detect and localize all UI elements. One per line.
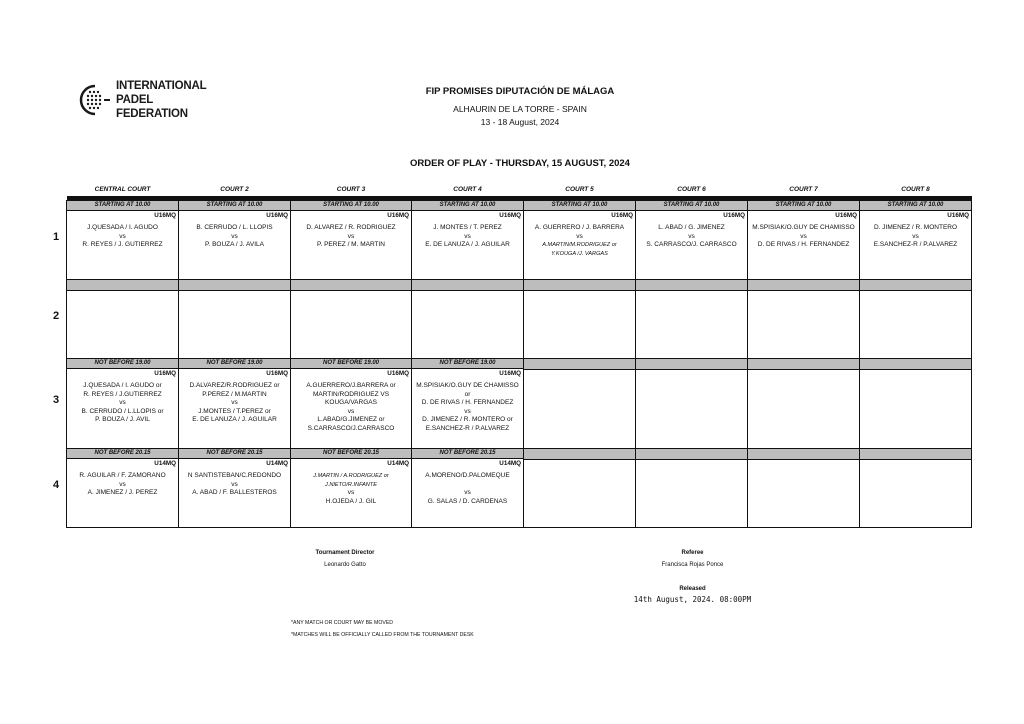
match-lines: [860, 460, 971, 463]
start-time-band: NOT BEFORE 20.15: [67, 449, 178, 459]
match-lines: [860, 291, 971, 294]
match-lines: [636, 291, 747, 294]
match-cell: [291, 280, 412, 359]
match-lines: [412, 469, 523, 506]
match-lines: [524, 221, 635, 258]
round-row: [67, 449, 972, 528]
match-cell: [291, 201, 412, 280]
start-time-band: STARTING AT 10.00: [636, 201, 747, 211]
tournament-title: FIP PROMISES DIPUTACIÓN DE MÁLAGA: [425, 86, 615, 97]
team-line: vs: [347, 407, 355, 415]
category-label: U14MQ: [387, 460, 409, 467]
director-block: [290, 550, 400, 568]
match-cell: [748, 359, 860, 449]
category-label: U16MQ: [266, 212, 288, 219]
match-cell: [524, 201, 636, 280]
start-time-band: NOT BEFORE 19.00: [67, 359, 178, 369]
team-line: D. JIMENEZ / R. MONTERO: [873, 224, 958, 231]
team-line: MARTIN/RODRIGUEZ VS KOUGA/VARGAS: [312, 390, 390, 407]
match-lines: [748, 460, 859, 463]
team-line: D.ALVAREZ/R.RODRIGUEZ or: [189, 382, 280, 389]
match-lines: [67, 221, 178, 250]
team-line: vs: [912, 232, 919, 240]
match-cell: [524, 359, 636, 449]
court-header: COURT 8: [901, 186, 930, 193]
start-time-band: [524, 359, 635, 370]
match-lines: [748, 291, 859, 294]
start-time-band: NOT BEFORE 20.15: [179, 449, 290, 459]
match-lines: [179, 291, 290, 294]
team-line: vs: [119, 480, 126, 488]
team-line: L. ABAD / G. JIMENEZ: [658, 224, 725, 231]
start-time-band: NOT BEFORE 19.00: [412, 359, 523, 369]
match-lines: [636, 221, 747, 250]
match-cell: [412, 359, 524, 449]
team-line: R. REYES / J.GUTIERREZ: [83, 390, 162, 398]
match-lines: [179, 221, 290, 250]
match-cell: [860, 201, 972, 280]
match-lines: [179, 469, 290, 498]
released-label: Released: [679, 586, 706, 592]
match-cell: [67, 201, 179, 280]
logo-line: INTERNATIONAL: [116, 80, 207, 92]
team-line: R. REYES / J. GUTIERREZ: [82, 241, 163, 249]
team-line: J.QUESADA / I. AGUDO: [87, 224, 158, 231]
team-line: D. ALVAREZ / R. RODRIGUEZ: [306, 224, 396, 231]
court-header: CENTRAL COURT: [94, 186, 151, 193]
category-label: U16MQ: [154, 370, 176, 377]
match-lines: [636, 460, 747, 463]
match-cell: [179, 280, 291, 359]
alt-team-line: Y.KOUGA /J. VARGAS: [551, 250, 608, 257]
match-lines: [291, 221, 411, 250]
match-lines: [412, 291, 523, 294]
team-line: vs: [231, 232, 238, 240]
team-line: H.OJEDA / J. GIL: [325, 497, 377, 505]
referee-name: Francisca Rojas Ponce: [661, 562, 724, 568]
match-cell: [636, 359, 748, 449]
start-time-band: [748, 280, 859, 291]
match-cell: [524, 449, 636, 528]
round-number: 4: [53, 478, 60, 491]
round-number: 2: [53, 309, 60, 322]
category-label: U16MQ: [387, 212, 409, 219]
category-label: U14MQ: [266, 460, 288, 467]
match-cell: [636, 201, 748, 280]
category-label: U16MQ: [723, 212, 745, 219]
start-time-band: NOT BEFORE 20.15: [291, 449, 411, 459]
match-cell: [179, 201, 291, 280]
team-line: M.SPISIAK/O.GUY DE CHAMISSO: [416, 382, 519, 389]
round-row: [67, 280, 972, 359]
start-time-band: [291, 280, 411, 291]
start-time-band: [636, 449, 747, 460]
team-line: vs: [464, 489, 471, 497]
team-line: or: [464, 390, 471, 398]
match-cell: [291, 359, 412, 449]
match-cell: [412, 280, 524, 359]
fip-logo: [78, 79, 208, 123]
team-line: E.SANCHEZ-R / P.ALVAREZ: [425, 424, 510, 432]
team-line: A. JIMENEZ / J. PEREZ: [87, 489, 158, 497]
start-time-band: STARTING AT 10.00: [524, 201, 635, 211]
team-line: J.MONTES / T.PEREZ or: [198, 407, 271, 415]
court-header: COURT 7: [789, 186, 818, 193]
referee-label: Referee: [681, 550, 704, 556]
match-cell: [748, 449, 860, 528]
logo-line: PADEL: [116, 94, 154, 106]
team-line: vs: [231, 399, 238, 407]
match-lines: [524, 460, 635, 463]
match-lines: [291, 469, 411, 506]
match-lines: [291, 379, 411, 434]
match-lines: [67, 469, 178, 498]
match-lines: [179, 379, 290, 425]
logo-line: FEDERATION: [116, 108, 188, 120]
category-label: U16MQ: [154, 212, 176, 219]
team-line: D. DE RIVAS / H. FERNANDEZ: [757, 241, 850, 249]
start-time-band: [67, 280, 178, 291]
team-line: P.PEREZ / M.MARTIN: [202, 390, 267, 398]
round-row: [67, 201, 972, 280]
category-label: U16MQ: [387, 370, 409, 377]
team-line: A. GUERRERO / J. BARRERA: [534, 224, 625, 231]
tournament-location: ALHAURIN DE LA TORRE - SPAIN: [453, 104, 587, 114]
match-lines: [860, 370, 971, 373]
start-time-band: STARTING AT 10.00: [412, 201, 523, 211]
team-line: B. CERRUDO / L. LLOPIS: [196, 224, 273, 231]
round-row: [67, 359, 972, 449]
match-cell: [524, 280, 636, 359]
match-lines: [412, 221, 523, 250]
referee-block: [630, 550, 755, 568]
team-line: vs: [231, 480, 238, 488]
court-header-row: [67, 183, 972, 196]
released-value: 14th August, 2024. 08:00PM: [633, 595, 752, 604]
match-cell: [748, 201, 860, 280]
match-cell: [179, 359, 291, 449]
start-time-band: STARTING AT 10.00: [748, 201, 859, 211]
match-cell: [412, 449, 524, 528]
team-line: vs: [688, 232, 695, 240]
category-label: U14MQ: [154, 460, 176, 467]
order-of-play-title: ORDER OF PLAY - THURSDAY, 15 AUGUST, 2024: [410, 158, 630, 169]
match-cell: [636, 280, 748, 359]
team-line: A. ABAD / F. BALLESTEROS: [192, 489, 277, 497]
team-line: D. DE RIVAS / H. FERNANDEZ: [421, 399, 514, 407]
start-time-band: [860, 449, 971, 460]
team-line: vs: [119, 232, 126, 240]
round-number: 1: [53, 230, 60, 243]
match-cell: [860, 359, 972, 449]
start-time-band: [748, 449, 859, 460]
start-time-band: [860, 280, 971, 291]
match-lines: [860, 221, 971, 250]
match-cell: [179, 449, 291, 528]
team-line: N SANTISTEBAN/C.REDONDO: [187, 472, 282, 479]
start-time-band: NOT BEFORE 19.00: [179, 359, 290, 369]
match-lines: [67, 291, 178, 294]
alt-team-line: J.NIETO/R.INFANTE: [324, 481, 377, 488]
category-label: U16MQ: [499, 370, 521, 377]
match-cell: [860, 449, 972, 528]
match-cell: [748, 280, 860, 359]
team-line: G. SALAS / D. CARDENAS: [427, 497, 508, 505]
start-time-band: STARTING AT 10.00: [291, 201, 411, 211]
match-lines: [748, 221, 859, 250]
court-header: COURT 5: [565, 186, 594, 193]
start-time-band: [179, 280, 290, 291]
start-time-band: STARTING AT 10.00: [860, 201, 971, 211]
start-time-band: [524, 280, 635, 291]
court-header: COURT 4: [453, 186, 482, 193]
match-lines: [524, 291, 635, 294]
start-time-band: [412, 280, 523, 291]
director-label: Tournament Director: [315, 550, 375, 556]
match-cell: [412, 201, 524, 280]
category-label: U14MQ: [499, 460, 521, 467]
team-line: vs: [464, 232, 471, 240]
match-cell: [860, 280, 972, 359]
tournament-dates: 13 - 18 August, 2024: [480, 117, 560, 127]
match-cell: [67, 359, 179, 449]
team-line: D. JIMENEZ / R. MONTERO or: [422, 416, 513, 424]
team-line: M.SPISIAK/O.GUY DE CHAMISSO: [752, 224, 855, 231]
match-cell: [67, 280, 179, 359]
team-line: vs: [576, 232, 583, 240]
round-number: 3: [53, 394, 60, 406]
start-time-band: [748, 359, 859, 370]
team-line: E.SANCHEZ-R / P.ALVAREZ: [873, 241, 958, 249]
team-line: E. DE LANUZA / J. AGUILAR: [192, 416, 277, 424]
alt-team-line: A.MARTIN/M.RODRIGUEZ or: [542, 242, 617, 249]
start-time-band: STARTING AT 10.00: [179, 201, 290, 211]
match-cell: [291, 449, 412, 528]
court-header: COURT 6: [677, 186, 706, 193]
start-time-band: [860, 359, 971, 370]
category-label: U16MQ: [611, 212, 633, 219]
match-lines: [748, 370, 859, 373]
court-header: COURT 3: [336, 186, 366, 193]
match-cell: [67, 449, 179, 528]
team-line: P. PEREZ / M. MARTIN: [316, 241, 386, 249]
start-time-band: NOT BEFORE 20.15: [412, 449, 523, 459]
team-line: [412, 481, 523, 490]
team-line: L.ABAD/G.JIMENEZ or: [317, 416, 385, 424]
padel-ball-icon: [78, 83, 112, 117]
start-time-band: [524, 449, 635, 460]
order-of-play-table: [66, 183, 972, 528]
team-line: A.GUERRERO/J.BARRERA or: [306, 382, 396, 389]
team-line: vs: [347, 232, 355, 240]
header-rule: [67, 196, 972, 200]
team-line: vs: [464, 407, 471, 415]
category-label: U16MQ: [947, 212, 969, 219]
team-line: vs: [800, 232, 807, 240]
match-lines: [636, 370, 747, 373]
category-label: U16MQ: [499, 212, 521, 219]
team-line: B. CERRUDO / L.LLOPIS or: [81, 407, 164, 415]
match-cell: [636, 449, 748, 528]
team-line: P. BOUZA / J. AVIL: [95, 416, 150, 424]
match-lines: [412, 379, 523, 434]
start-time-band: STARTING AT 10.00: [67, 201, 178, 211]
team-line: J.QUESADA / I. AGUDO or: [83, 382, 162, 389]
team-line: vs: [347, 489, 355, 497]
category-label: U16MQ: [835, 212, 857, 219]
director-name: Leonardo Gatto: [324, 562, 366, 568]
released-block: [620, 586, 765, 604]
note-moved: *ANY MATCH OR COURT MAY BE MOVED: [291, 620, 394, 626]
team-line: P. BOUZA / J. AVILA: [204, 241, 264, 249]
team-line: A.MORENO/D.PALOMEQUE: [425, 472, 510, 479]
match-lines: [524, 370, 635, 373]
alt-team-line: J.MARTIN / A.RODRIGUEZ or: [313, 473, 389, 479]
start-time-band: NOT BEFORE 19.00: [291, 359, 411, 369]
note-desk: *MATCHES WILL BE OFFICIALLY CALLED FROM THE TOURNAMENT DESK: [291, 632, 474, 638]
logo-wordmark: [116, 79, 206, 121]
team-line: J. MONTES / T. PEREZ: [433, 224, 502, 231]
team-line: E. DE LANUZA / J. AGUILAR: [425, 241, 510, 249]
team-line: S. CARRASCO/J. CARRASCO: [646, 241, 737, 249]
court-header: COURT 2: [220, 186, 249, 193]
start-time-band: [636, 359, 747, 370]
match-lines: [67, 379, 178, 425]
match-lines: [291, 291, 411, 294]
team-line: vs: [119, 399, 126, 407]
category-label: U16MQ: [266, 370, 288, 377]
team-line: R. AGUILAR / F. ZAMORANO: [79, 472, 166, 479]
team-line: S.CARRASCO/J.CARRASCO: [307, 424, 395, 432]
start-time-band: [636, 280, 747, 291]
